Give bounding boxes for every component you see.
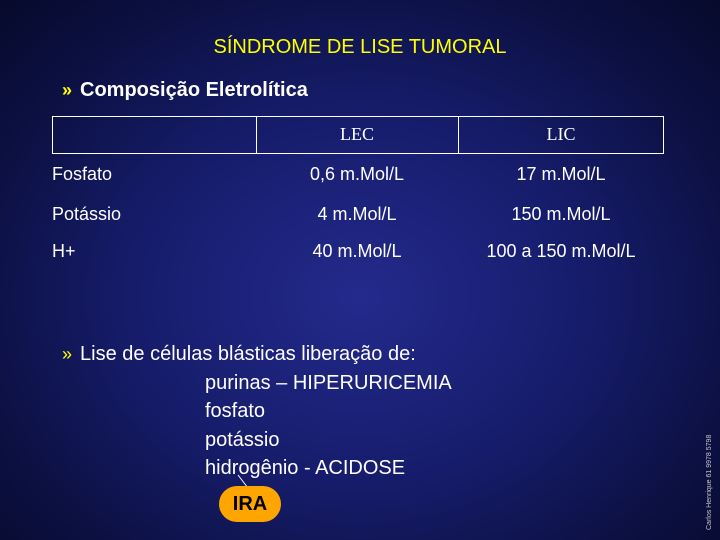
section-heading: Composição Eletrolítica [80, 79, 308, 101]
bullet-icon: » [62, 80, 73, 100]
slide-title: SÍNDROME DE LISE TUMORAL [213, 36, 507, 58]
header-lec: LEC [340, 124, 374, 144]
row-label-fosfato: Fosfato [52, 164, 113, 184]
lysis-heading: Lise de células blásticas liberação de: [80, 343, 416, 365]
cell-fosfato-lic: 17 m.Mol/L [516, 164, 606, 184]
cell-h-lic: 100 a 150 m.Mol/L [486, 241, 636, 261]
ira-badge: IRA [219, 486, 281, 522]
lysis-item: hidrogênio - ACIDOSE [205, 457, 406, 479]
row-label-h: H+ [52, 241, 76, 261]
lysis-item: fosfato [205, 400, 266, 422]
author-credit: Carlos Henrique 61 9978 5798 [706, 434, 713, 530]
bullet-icon: » [62, 344, 73, 364]
lysis-item: potássio [205, 428, 280, 451]
cell-potassio-lec: 4 m.Mol/L [317, 204, 397, 224]
cell-potassio-lic: 150 m.Mol/L [511, 204, 611, 224]
lysis-item: purinas – HIPERURICEMIA [205, 371, 452, 394]
row-label-potassio: Potássio [52, 204, 122, 224]
electrolyte-table [52, 116, 664, 270]
header-lic: LIC [546, 124, 576, 144]
lysis-section [62, 340, 452, 483]
section-composition [62, 79, 308, 102]
cell-fosfato-lec: 0,6 m.Mol/L [309, 164, 405, 184]
lysis-heading-line [62, 340, 452, 369]
cell-h-lec: 40 m.Mol/L [312, 241, 402, 261]
